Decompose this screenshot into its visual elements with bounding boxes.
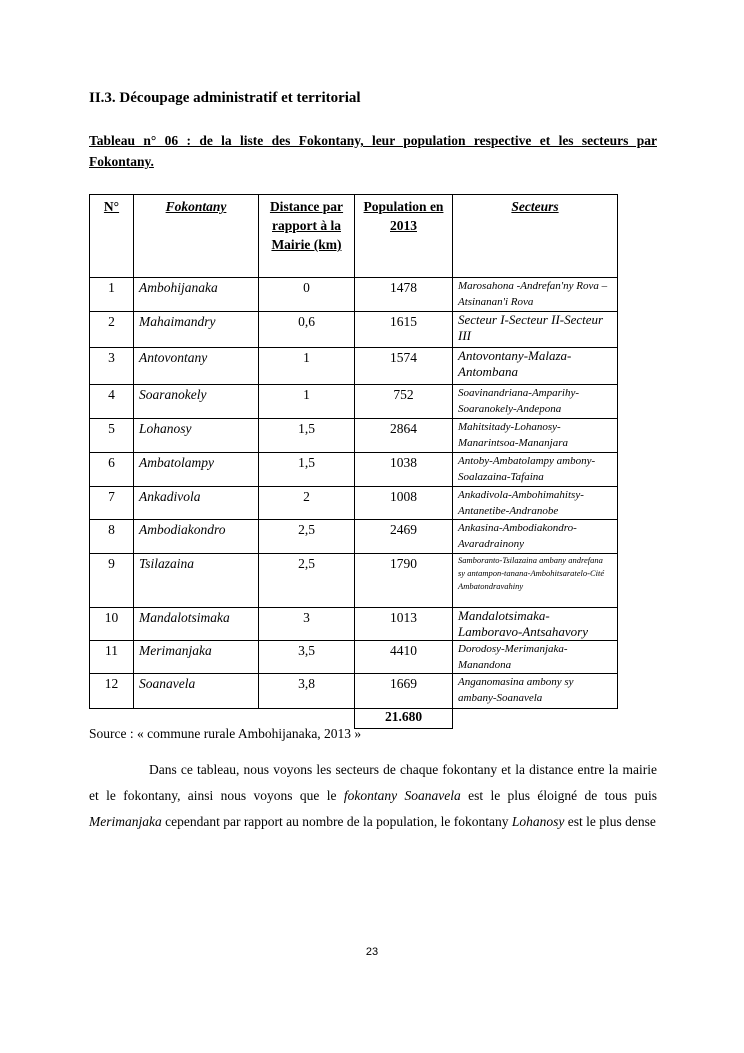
table-row — [90, 641, 618, 674]
cell-secteurs: Antovontany-Malaza-Antombana — [453, 348, 618, 385]
cell-secteurs: Secteur I-Secteur II-Secteur III — [453, 312, 618, 348]
cell-secteurs: Mahitsitady-Lohanosy-Manarintsoa-Mananjara — [453, 419, 618, 453]
table-row — [90, 348, 618, 385]
cell-fokontany: Soanavela — [134, 674, 259, 709]
cell-secteurs: Soavinandriana-Amparihy-Soaranokely-Andepona — [453, 385, 618, 419]
paragraph-text: cependant par rapport au nombre de la population, le fokontany — [161, 814, 512, 829]
cell-fokontany: Merimanjaka — [134, 641, 259, 674]
header-fokontany: Fokontany — [134, 195, 259, 278]
table-row — [90, 385, 618, 419]
cell-population: 2469 — [355, 520, 453, 554]
cell-distance: 3,8 — [259, 674, 355, 709]
table-row — [90, 278, 618, 312]
cell-distance: 1,5 — [259, 453, 355, 487]
cell-population: 1013 — [355, 608, 453, 641]
table-row — [90, 608, 618, 641]
body-paragraph — [89, 757, 657, 835]
cell-distance: 1,5 — [259, 419, 355, 453]
section-title: II.3. Découpage administratif et territorial — [89, 90, 361, 106]
cell-secteurs: Marosahona -Andrefan'ny Rova –Atsinanan'i Rova — [453, 278, 618, 312]
paragraph-text: Lohanosy — [511, 814, 565, 829]
total-population: 21.680 — [355, 709, 453, 729]
cell-population: 1478 — [355, 278, 453, 312]
paragraph-text: Merimanjaka — [89, 814, 162, 829]
cell-n: 4 — [90, 385, 134, 419]
cell-distance: 1 — [259, 348, 355, 385]
cell-distance: 2,5 — [259, 520, 355, 554]
cell-population: 4410 — [355, 641, 453, 674]
cell-fokontany: Mandalotsimaka — [134, 608, 259, 641]
table-row — [90, 674, 618, 709]
table-row — [90, 554, 618, 608]
cell-n: 5 — [90, 419, 134, 453]
table-caption-cont: Fokontany. — [89, 154, 154, 169]
paragraph-text: est le plus dense — [564, 814, 656, 829]
cell-n: 3 — [90, 348, 134, 385]
fokontany-table — [89, 194, 618, 729]
cell-n: 9 — [90, 554, 134, 608]
table-row — [90, 312, 618, 348]
cell-population: 1038 — [355, 453, 453, 487]
cell-secteurs: Ankasina-Ambodiakondro-Avaradrainony — [453, 520, 618, 554]
header-population: Population en 2013 — [355, 195, 453, 278]
source-note: Source : « commune rurale Ambohijanaka, 2013 » — [89, 726, 362, 741]
cell-n: 8 — [90, 520, 134, 554]
cell-n: 10 — [90, 608, 134, 641]
cell-fokontany: Ankadivola — [134, 487, 259, 520]
cell-fokontany: Soaranokely — [134, 385, 259, 419]
cell-fokontany: Lohanosy — [134, 419, 259, 453]
header-n: N° — [90, 195, 134, 278]
paragraph-text: fokontany Soanavela — [343, 788, 461, 803]
cell-population: 1574 — [355, 348, 453, 385]
cell-fokontany: Antovontany — [134, 348, 259, 385]
cell-population: 1615 — [355, 312, 453, 348]
cell-secteurs: Dorodosy-Merimanjaka-Manandona — [453, 641, 618, 674]
header-secteurs: Secteurs — [453, 195, 618, 278]
cell-n: 2 — [90, 312, 134, 348]
cell-fokontany: Mahaimandry — [134, 312, 259, 348]
table-row — [90, 520, 618, 554]
cell-n: 1 — [90, 278, 134, 312]
cell-fokontany: Ambodiakondro — [134, 520, 259, 554]
cell-secteurs: Ankadivola-Ambohimahitsy-Antanetibe-Andranobe — [453, 487, 618, 520]
cell-secteurs: Anganomasina ambony sy ambany-Soanavela — [453, 674, 618, 709]
cell-population: 1008 — [355, 487, 453, 520]
table-row — [90, 487, 618, 520]
cell-distance: 2 — [259, 487, 355, 520]
paragraph-text: Dans ce tableau, nous voyons les secteurs de chaque fokontany et la distance entre la mairie et le fokontany, ainsi nous voyons que le — [89, 762, 657, 803]
cell-distance: 3,5 — [259, 641, 355, 674]
page-number: 23 — [365, 946, 379, 958]
cell-secteurs: Samboranto-Tsilazaina ambany andrefana sy antampon-tanana-Ambohitsaratelo-Cité Ambatondravahiny — [453, 554, 618, 608]
cell-fokontany: Tsilazaina — [134, 554, 259, 608]
cell-secteurs: Mandalotsimaka-Lamboravo-Antsahavory — [453, 608, 618, 641]
cell-fokontany: Ambatolampy — [134, 453, 259, 487]
cell-population: 2864 — [355, 419, 453, 453]
cell-n: 12 — [90, 674, 134, 709]
cell-fokontany: Ambohijanaka — [134, 278, 259, 312]
cell-distance: 2,5 — [259, 554, 355, 608]
header-distance: Distance par rapport à la Mairie (km) — [259, 195, 355, 278]
table-caption: Tableau n° 06 : de la liste des Fokontany, leur population respective et les secteurs par — [89, 133, 657, 148]
cell-distance: 0,6 — [259, 312, 355, 348]
table-row — [90, 419, 618, 453]
cell-population: 752 — [355, 385, 453, 419]
cell-distance: 1 — [259, 385, 355, 419]
paragraph-text: est le plus éloigné de tous puis — [460, 788, 657, 803]
cell-secteurs: Antoby-Ambatolampy ambony-Soalazaina-Tafaina — [453, 453, 618, 487]
cell-n: 7 — [90, 487, 134, 520]
table-row — [90, 453, 618, 487]
cell-population: 1790 — [355, 554, 453, 608]
cell-distance: 0 — [259, 278, 355, 312]
cell-n: 6 — [90, 453, 134, 487]
cell-distance: 3 — [259, 608, 355, 641]
cell-n: 11 — [90, 641, 134, 674]
cell-population: 1669 — [355, 674, 453, 709]
